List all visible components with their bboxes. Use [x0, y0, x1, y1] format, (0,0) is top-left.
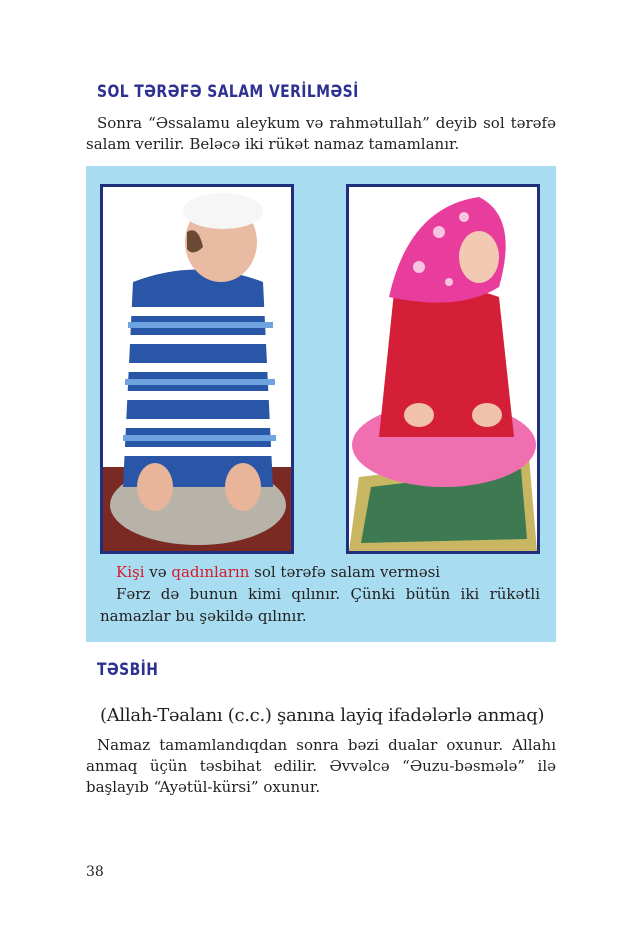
caption-rest: sol tərəfə salam verməsi — [249, 563, 441, 581]
paragraph-tesbih: Namaz tamamlandıqdan sonra bəzi dualar oxunur. Allahı anmaq üçün təsbihat edilir. Əvvəlcə “Əuzu-bəsmələ” ilə başlayıb “Ayətül-kürsi” oxunur. — [86, 736, 556, 796]
caption-word-kisi: Kişi — [116, 563, 145, 581]
page-number: 38 — [86, 864, 104, 880]
caption-word-qadin: qadınların — [171, 563, 250, 581]
paragraph-salam: Sonra “Əssalamu aleykum və rahmətullah” deyib sol tərəfə salam verilir. Beləcə iki rükət namaz tamamlanır. — [86, 114, 556, 153]
subtitle-tesbih: (Allah-Təalanı (c.c.) şanına layiq ifadələrlə anmaq) — [100, 705, 545, 726]
panel-caption-title — [100, 561, 540, 583]
section-heading-tesbih: TƏSBİH — [97, 660, 159, 680]
illustration-panel — [86, 166, 556, 642]
caption-conjunction: və — [144, 563, 172, 581]
photo-girl-giving-salam — [346, 184, 540, 554]
panel-caption-text: Fərz də bunun kimi qılınır. Çünki bütün iki rükətli namazlar bu şəkildə qılınır. — [100, 585, 540, 625]
photo-boy-giving-salam — [100, 184, 294, 554]
section-heading-salam: SOL TƏRƏFƏ SALAM VERİLMƏSİ — [97, 82, 359, 102]
